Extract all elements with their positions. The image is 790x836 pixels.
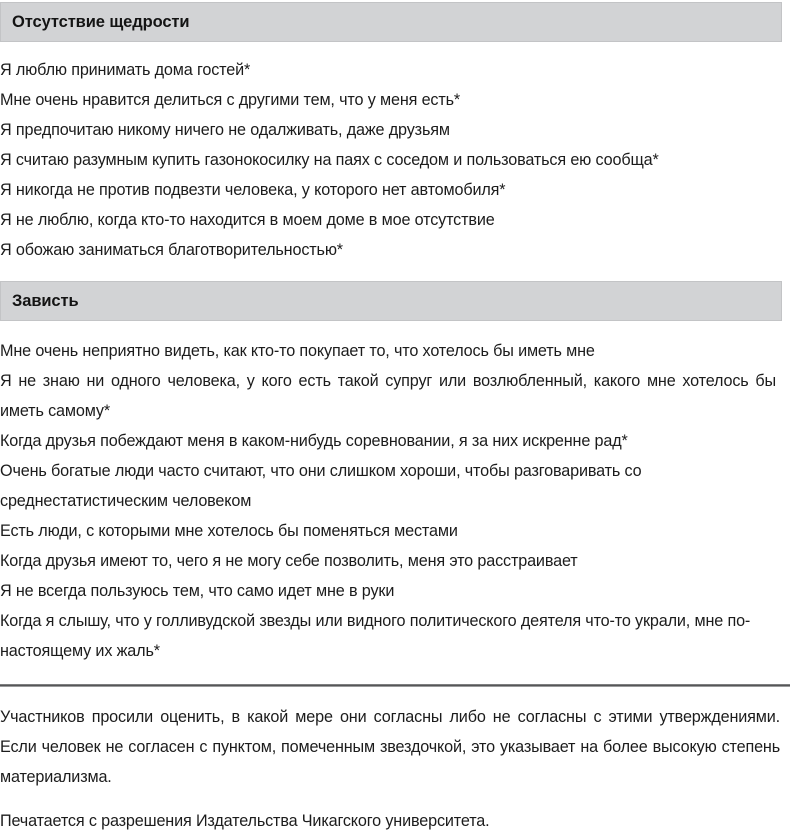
document-page xyxy=(0,2,790,830)
list-item: Я не знаю ни одного человека, у кого есть такой супруг или возлюбленный, какого мне хотелось бы иметь самому* xyxy=(0,372,776,420)
list-item: Очень богатые люди часто считают, что они слишком хороши, чтобы разговаривать со среднестатистическим человеком xyxy=(0,462,642,510)
list-item: Я считаю разумным купить газонокосилку на паях с соседом и пользоваться ею сообща* xyxy=(0,151,659,169)
list-item: Когда я слышу, что у голливудской звезды или видного политического деятеля что-то украли, мне по-настоящему их жаль* xyxy=(0,612,751,660)
footnote-credit: Печатается с разрешения Издательства Чикагского университета. xyxy=(0,812,490,830)
list-item: Когда друзья имеют то, чего я не могу себе позволить, меня это расстраивает xyxy=(0,552,578,570)
footnote-instructions: Участников просили оценить, в какой мере они согласны либо не согласны с этими утверждениями. Если человек не согласен с пунктом, помеченным звездочкой, это указывает на более высокую степень материализма. xyxy=(0,708,780,786)
list-item: Я никогда не против подвезти человека, у которого нет автомобиля* xyxy=(0,181,506,199)
horizontal-divider xyxy=(0,684,790,687)
section-title: Зависть xyxy=(12,291,79,310)
list-item: Мне очень нравится делиться с другими тем, что у меня есть* xyxy=(0,91,461,109)
list-item: Я предпочитаю никому ничего не одалживать, даже друзьям xyxy=(0,121,450,139)
list-item: Я люблю принимать дома гостей* xyxy=(0,61,251,79)
list-item: Когда друзья побеждают меня в каком-нибудь соревновании, я за них искренне рад* xyxy=(0,432,628,450)
list-item: Я не люблю, когда кто-то находится в моем доме в мое отсутствие xyxy=(0,211,495,229)
list-item: Есть люди, с которыми мне хотелось бы поменяться местами xyxy=(0,522,458,540)
list-item: Мне очень неприятно видеть, как кто-то покупает то, что хотелось бы иметь мне xyxy=(0,342,595,360)
section-title: Отсутствие щедрости xyxy=(12,12,190,31)
section-header-envy xyxy=(0,281,782,321)
item-list-generosity xyxy=(0,55,790,265)
section-header-generosity xyxy=(0,2,782,42)
item-list-envy xyxy=(0,336,790,666)
list-item: Я не всегда пользуюсь тем, что само идет мне в руки xyxy=(0,582,395,600)
list-item: Я обожаю заниматься благотворительностью* xyxy=(0,241,343,259)
